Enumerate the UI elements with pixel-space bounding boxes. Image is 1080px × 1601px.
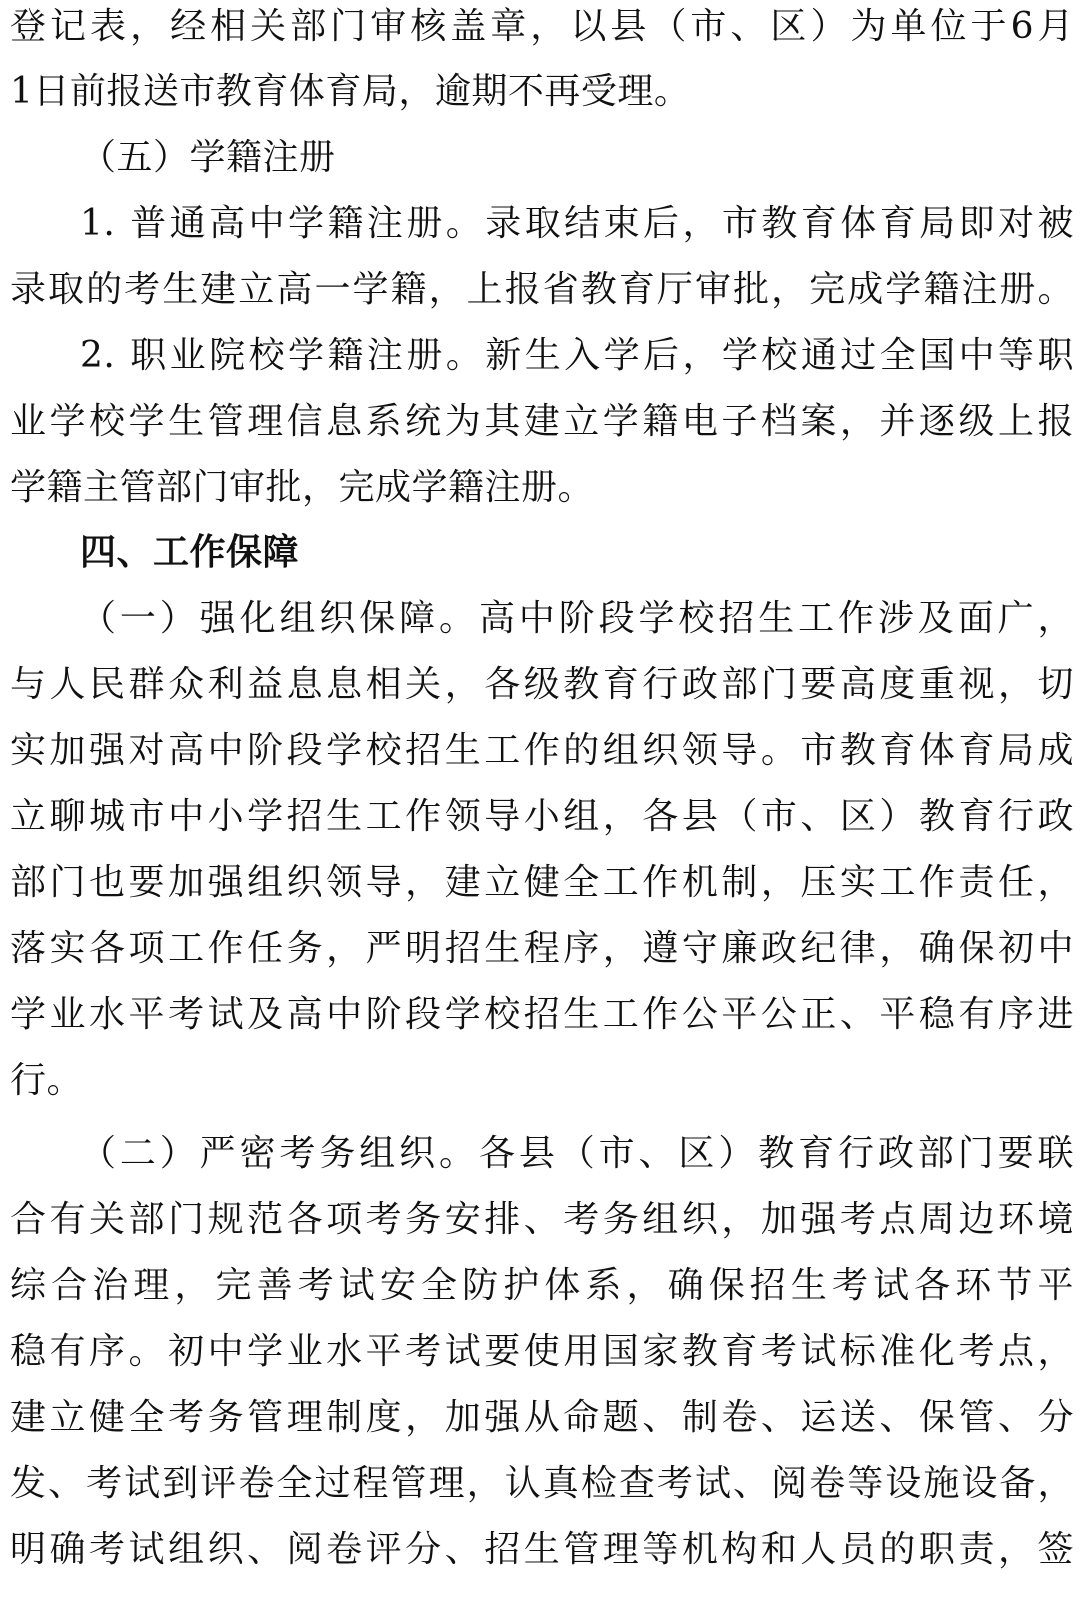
text-line: 1. 普通高中学籍注册。录取结束后，市教育体育局即对被 [80, 203, 1074, 244]
text-line: 与人民群众利益息息相关，各级教育行政部门要高度重视，切 [10, 664, 1074, 705]
text-line: 部门也要加强组织领导，建立健全工作机制，压实工作责任， [10, 862, 1074, 903]
text-line: 学籍主管部门审批，完成学籍注册。 [10, 467, 595, 508]
text-line: （二）严密考务组织。各县（市、区）教育行政部门要联 [80, 1133, 1074, 1174]
text-line: 落实各项工作任务，严明招生程序，遵守廉政纪律，确保初中 [10, 928, 1074, 969]
section-subheading: （五）学籍注册 [80, 137, 336, 178]
text-line: （一）强化组织保障。高中阶段学校招生工作涉及面广， [80, 598, 1074, 639]
text-line: 1日前报送市教育体育局，逾期不再受理。 [10, 71, 691, 112]
text-line: 录取的考生建立高一学籍，上报省教育厅审批，完成学籍注册。 [10, 269, 1074, 310]
text-line: 业学校学生管理信息系统为其建立学籍电子档案，并逐级上报 [10, 401, 1074, 442]
text-line: 行。 [10, 1060, 84, 1101]
text-line: 实加强对高中阶段学校招生工作的组织领导。市教育体育局成 [10, 730, 1074, 771]
text-line: 明确考试组织、阅卷评分、招生管理等机构和人员的职责，签 [10, 1529, 1074, 1570]
text-line: 稳有序。初中学业水平考试要使用国家教育考试标准化考点， [10, 1331, 1074, 1372]
text-line: 合有关部门规范各项考务安排、考务组织，加强考点周边环境 [10, 1199, 1074, 1240]
text-line: 2. 职业院校学籍注册。新生入学后，学校通过全国中等职 [80, 335, 1074, 376]
section-heading: 四、工作保障 [80, 532, 300, 573]
text-line: 登记表，经相关部门审核盖章，以县（市、区）为单位于6月 [10, 6, 1074, 47]
text-line: 学业水平考试及高中阶段学校招生工作公平公正、平稳有序进 [10, 994, 1074, 1035]
text-line: 立聊城市中小学招生工作领导小组，各县（市、区）教育行政 [10, 796, 1074, 837]
text-line: 综合治理，完善考试安全防护体系，确保招生考试各环节平 [10, 1265, 1074, 1306]
text-line: 建立健全考务管理制度，加强从命题、制卷、运送、保管、分 [10, 1397, 1074, 1438]
text-line: 发、考试到评卷全过程管理，认真检查考试、阅卷等设施设备， [10, 1463, 1074, 1504]
